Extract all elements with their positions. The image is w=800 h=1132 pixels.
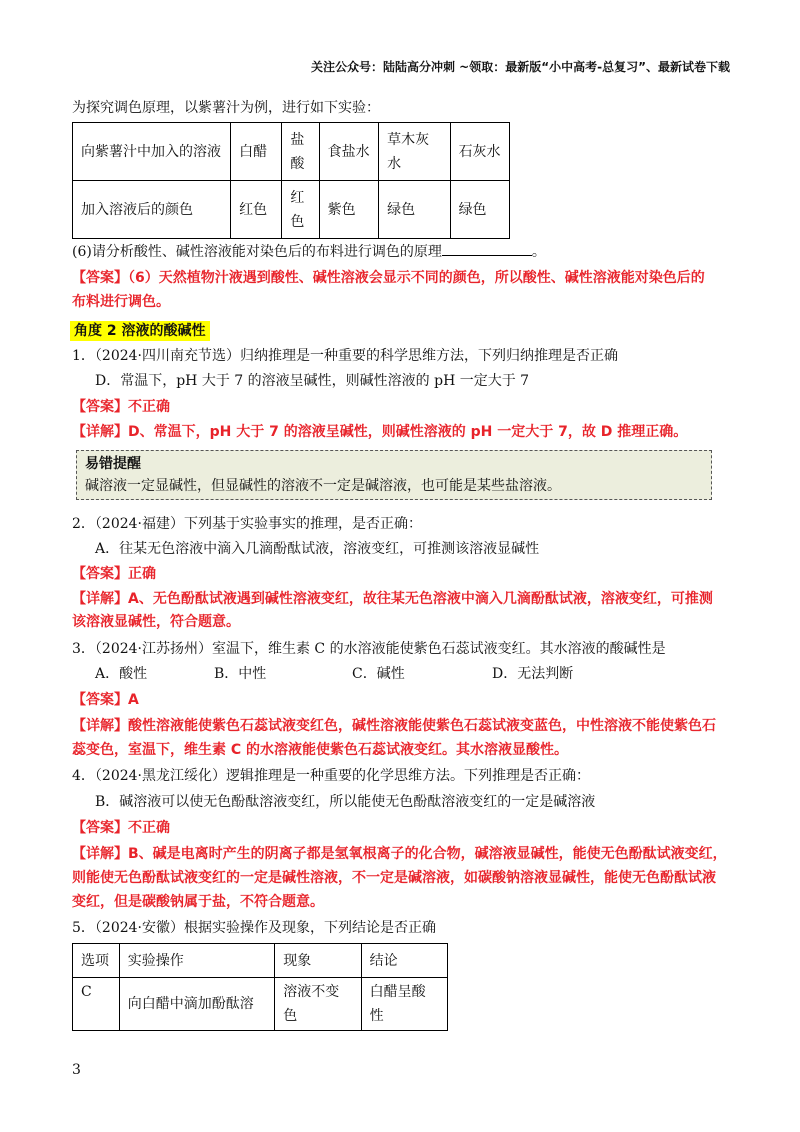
answer-2: 【答案】正确 (72, 566, 156, 582)
tip-text: 碱溶液一定显碱性，但显碱性的溶液不一定是碱溶液，也可能是某些盐溶液。 (85, 478, 561, 494)
question-3: 3．（2024·江苏扬州）室温下，维生素 C 的水溶液能使紫色石蕊试液变红。其水溶液的酸碱性是 (72, 641, 666, 657)
table-cell: 草木灰水 (379, 123, 450, 181)
section-title: 角度 2 溶液的酸碱性 (70, 321, 210, 341)
table-cell: C (73, 978, 120, 1031)
question-4-option: B．碱溶液可以使无色酚酞溶液变红，所以能使无色酚酞溶液变红的一定是碱溶液 (95, 794, 596, 810)
answer-4: 【答案】不正确 (72, 820, 170, 836)
page-header: 关注公众号：陆陆高分冲刺 ~领取：最新版“小中高考-总复习”、最新试卷下载 (311, 60, 730, 74)
answer-6-line2: 布料进行调色。 (72, 294, 170, 310)
table-cell: 溶液不变色 (275, 978, 361, 1031)
question-3-option-c: C．碱性 (352, 666, 405, 682)
table-cell: 盐酸 (282, 123, 319, 181)
table-row (73, 978, 448, 1031)
table-cell: 白醋呈酸性 (361, 978, 447, 1031)
detail-2-line1: 【详解】A、无色酚酞试液遇到碱性溶液变红，故往某无色溶液中滴入几滴酚酞试液，溶液变红，可推测 (72, 591, 713, 607)
table-cell: 绿色 (379, 181, 450, 239)
table-cell: 实验操作 (119, 944, 275, 978)
table-cell: 向白醋中滴加酚酞溶 (119, 978, 275, 1031)
question-3-option-d: D．无法判断 (492, 666, 574, 682)
question-5: 5．（2024·安徽）根据实验操作及现象，下列结论是否正确 (72, 920, 436, 936)
experiment-table (72, 122, 510, 239)
detail-3-line2: 蕊变色，室温下，维生素 C 的水溶液能使紫色石蕊试液变红。其水溶液显酸性。 (72, 742, 569, 758)
table-row (73, 123, 510, 181)
question-2: 2．（2024·福建）下列基于实验事实的推理，是否正确： (72, 516, 422, 532)
answer-1: 【答案】不正确 (72, 399, 170, 415)
table-cell: 加入溶液后的颜色 (73, 181, 231, 239)
table-cell: 结论 (361, 944, 447, 978)
page-number: 3 (72, 1062, 81, 1078)
detail-1: 【详解】D、常温下，pH 大于 7 的溶液呈碱性，则碱性溶液的 pH 一定大于 7，故 D 推理正确。 (72, 424, 688, 440)
table-cell: 绿色 (450, 181, 509, 239)
detail-4-line1: 【详解】B、碱是电离时产生的阴离子都是氢氧根离子的化合物，碱溶液显碱性，能使无色酚酞试液变红， (72, 846, 727, 862)
detail-3-line1: 【详解】酸性溶液能使紫色石蕊试液变红色，碱性溶液能使紫色石蕊试液变蓝色，中性溶液不能使紫色石 (72, 718, 716, 734)
table-cell: 食盐水 (319, 123, 378, 181)
question-1-option: D．常温下，pH 大于 7 的溶液呈碱性，则碱性溶液的 pH 一定大于 7 (95, 373, 530, 389)
question-6 (72, 241, 546, 262)
table-cell: 紫色 (319, 181, 378, 239)
table-cell: 向紫薯汁中加入的溶液 (73, 123, 231, 181)
question-6-end: 。 (531, 244, 546, 260)
question-6-text: (6)请分析酸性、碱性溶液能对染色后的布料进行调色的原理 (72, 244, 442, 260)
detail-4-line2: 则能使无色酚酞试液变红的一定是碱性溶液，不一定是碱溶液，如碳酸钠溶液显碱性，能使无色酚酞试液 (72, 870, 716, 886)
question-3-option-b: B．中性 (214, 666, 267, 682)
answer-3: 【答案】A (72, 692, 139, 708)
intro-text: 为探究调色原理，以紫薯汁为例，进行如下实验： (72, 100, 380, 116)
tip-box (76, 450, 712, 500)
detail-2-line2: 该溶液显碱性，符合题意。 (72, 614, 240, 630)
detail-4-line3: 变红，但是碳酸钠属于盐，不符合题意。 (72, 894, 324, 910)
tip-title: 易错提醒 (85, 456, 141, 472)
answer-blank (442, 241, 532, 256)
table-cell: 红色 (282, 181, 319, 239)
table-row (73, 944, 448, 978)
section-heading (70, 320, 210, 340)
conclusion-table (72, 943, 448, 1031)
answer-6-line1: 【答案】（6）天然植物汁液遇到酸性、碱性溶液会显示不同的颜色，所以酸性、碱性溶液能对染色后的 (72, 270, 705, 286)
table-cell: 白醋 (231, 123, 282, 181)
table-cell: 选项 (73, 944, 120, 978)
table-cell: 石灰水 (450, 123, 509, 181)
question-3-option-a: A．酸性 (95, 666, 148, 682)
table-cell: 红色 (231, 181, 282, 239)
table-cell: 现象 (275, 944, 361, 978)
table-row (73, 181, 510, 239)
question-2-option: A．往某无色溶液中滴入几滴酚酞试液，溶液变红，可推测该溶液显碱性 (95, 541, 540, 557)
question-4: 4．（2024·黑龙江绥化）逻辑推理是一种重要的化学思维方法。下列推理是否正确： (72, 768, 590, 784)
question-1: 1．（2024·四川南充节选）归纳推理是一种重要的科学思维方法，下列归纳推理是否正确 (72, 348, 618, 364)
